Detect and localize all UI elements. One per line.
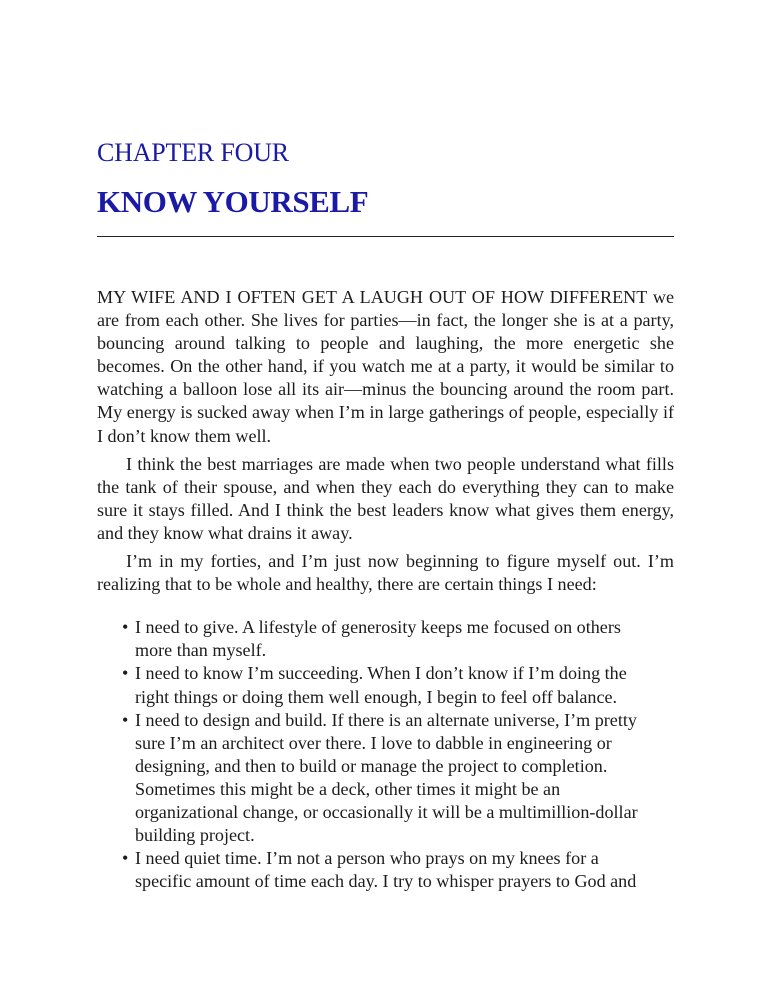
bullet-icon: •: [122, 848, 129, 869]
chapter-title: KNOW YOURSELF: [97, 184, 369, 219]
list-item-text: I need to design and build. If there is an alternate universe, I’m pretty sure I’m an architect over there. I love to dabble in engineering or designing, and then to build or manage the project to completion. Sometimes this might be a deck, other times it might be an organizational change, or occasionally it will be a multimillion-dollar building project.: [135, 709, 638, 846]
list-item: [122, 616, 659, 662]
bullet-icon: •: [122, 709, 129, 730]
bullet-icon: •: [122, 617, 129, 638]
bullet-icon: •: [122, 663, 129, 684]
heading-divider: [97, 236, 674, 237]
list-item-text: I need quiet time. I’m not a person who prays on my knees for a specific amount of time each day. I try to whisper prayers to God and: [135, 848, 637, 892]
list-item-text: I need to know I’m succeeding. When I don’t know if I’m doing the right things or doing them well enough, I begin to feel off balance.: [135, 663, 627, 707]
paragraph-needs-intro: I’m in my forties, and I’m just now beginning to figure myself out. I’m realizing that to be whole and healthy, there are certain things I need:: [97, 551, 674, 595]
body-text: [97, 286, 674, 893]
list-item: [122, 709, 659, 848]
needs-list: [97, 616, 674, 893]
chapter-label: CHAPTER FOUR: [97, 138, 289, 167]
list-item: [122, 662, 659, 708]
list-item-text: I need to give. A lifestyle of generosity keeps me focused on others more than myself.: [135, 617, 621, 661]
paragraph-opening: MY WIFE AND I OFTEN GET A LAUGH OUT OF HOW DIFFERENT we are from each other. She lives for parties—in fact, the longer she is at a party, bouncing around talking to people and laughing, the more energetic she becomes. On the other hand, if you watch me at a party, it would be similar to watching a balloon lose all its air—minus the bouncing around the room part. My energy is sucked away when I’m in large gatherings of people, especially if I don’t know them well.: [97, 287, 674, 446]
list-item: [122, 847, 659, 893]
paragraph-leaders: I think the best marriages are made when two people understand what fills the tank of their spouse, and when they each do everything they can to make sure it stays filled. And I think the best leaders know what gives them energy, and they know what drains it away.: [97, 453, 674, 543]
